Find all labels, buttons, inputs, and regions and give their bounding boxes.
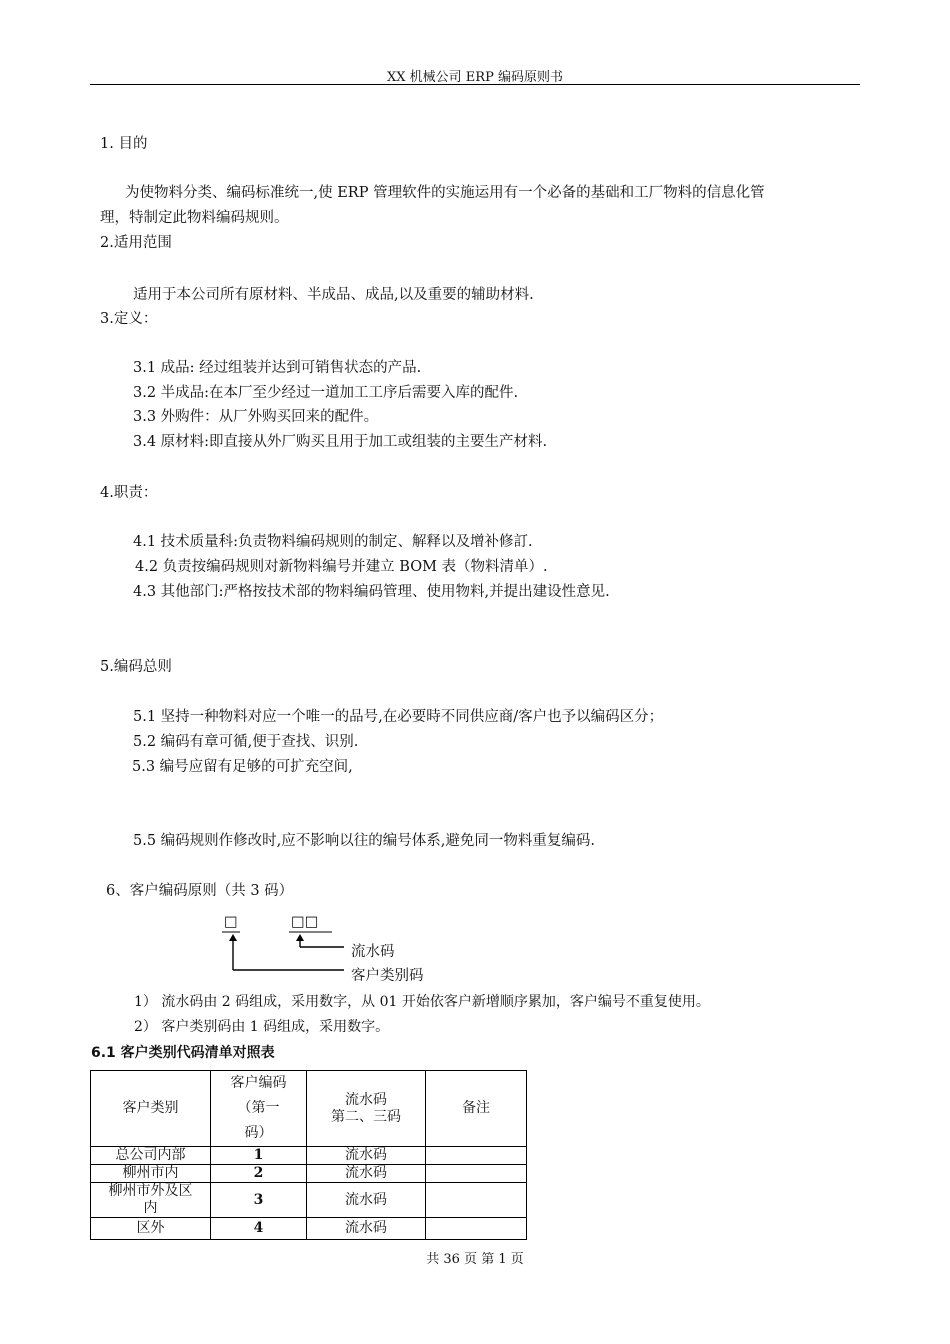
table-row — [91, 1218, 527, 1240]
customer-category-table — [90, 1070, 527, 1240]
header-serial — [307, 1071, 426, 1147]
cell-remark — [426, 1165, 527, 1183]
cell-category: 区外 — [91, 1218, 211, 1240]
principle-item: 5.3 编号应留有足够的可扩充空间, — [132, 759, 353, 775]
label-serial-code: 流水码 — [351, 944, 395, 960]
section-3-title: 3.定义： — [100, 311, 158, 327]
section-1-title: 1. 目的 — [100, 136, 148, 152]
cell-code: 2 — [211, 1165, 307, 1183]
cell-serial: 流水码 — [307, 1147, 426, 1165]
page-footer: 共 36 页 第 1 页 — [426, 1252, 524, 1267]
header-serial-line: 第二、三码 — [331, 1108, 401, 1125]
cell-remark — [426, 1183, 527, 1218]
header-category: 客户类别 — [91, 1071, 211, 1147]
cell-category: 柳州市内 — [91, 1165, 211, 1183]
rule-note: 1） 流水码由 2 码组成，采用数字，从 01 开始依客户新增顺序累加，客户编号不重复使用。 — [134, 994, 710, 1010]
cell-category — [91, 1183, 211, 1218]
cell-remark — [426, 1218, 527, 1240]
section-6-title: 6、客户编码原则（共 3 码） — [106, 883, 294, 899]
table-header-row — [91, 1071, 527, 1147]
responsibility-item: 4.1 技术质量科:负责物料编码规则的制定、解释以及增补修訂. — [133, 534, 533, 550]
cell-category: 总公司内部 — [91, 1147, 211, 1165]
section-2-body: 适用于本公司所有原材料、半成品、成品,以及重要的辅助材料. — [133, 287, 534, 303]
table-row — [91, 1165, 527, 1183]
section-2-title: 2.适用范围 — [100, 235, 172, 251]
header-code-line: 码） — [244, 1125, 273, 1141]
header-code — [211, 1071, 307, 1147]
section-4-title: 4.职责： — [100, 485, 158, 501]
table-row — [91, 1183, 527, 1218]
responsibility-item: 4.3 其他部门:严格按技术部的物料编码管理、使用物料,并提出建设性意见. — [133, 584, 610, 600]
cell-serial: 流水码 — [307, 1218, 426, 1240]
code-box-serial: □□ — [291, 914, 319, 930]
responsibility-item: 4.2 负责按编码规则对新物料编号并建立 BOM 表（物料清单）. — [135, 559, 548, 575]
cell-serial: 流水码 — [307, 1165, 426, 1183]
section-1-body-line1: 为使物料分类、编码标准统一,使 ERP 管理软件的实施运用有一个必备的基础和工厂物料的信息化管 — [125, 185, 765, 201]
header-code-line: （第一 — [237, 1100, 280, 1116]
code-box-category: □ — [224, 914, 238, 930]
principle-item: 5.1 坚持一种物料对应一个唯一的品号,在必要時不同供应商/客户也予以编码区分； — [133, 709, 664, 725]
principle-item: 5.5 编码规则作修改时,应不影响以往的编号体系,避免同一物料重复编码. — [133, 833, 595, 849]
definition-item: 3.2 半成品:在本厂至少经过一道加工工序后需要入库的配件. — [133, 385, 519, 401]
header-remark: 备注 — [426, 1071, 527, 1147]
rule-note: 2） 客户类别码由 1 码组成，采用数字。 — [134, 1019, 390, 1035]
header-serial-line: 流水码 — [345, 1091, 387, 1108]
table-row — [91, 1147, 527, 1165]
cell-serial: 流水码 — [307, 1183, 426, 1218]
cell-code: 4 — [211, 1218, 307, 1240]
cell-code: 3 — [211, 1183, 307, 1218]
definition-item: 3.4 原材料:即直接从外厂购买且用于加工或组装的主要生产材料. — [133, 434, 548, 450]
cell-category-line: 内 — [143, 1200, 158, 1216]
definition-item: 3.3 外购件：从厂外购买回来的配件。 — [133, 409, 379, 425]
cell-code: 1 — [211, 1147, 307, 1165]
principle-item: 5.2 编码有章可循,便于查找、识别. — [133, 734, 359, 750]
cell-remark — [426, 1147, 527, 1165]
section-5-title: 5.编码总则 — [100, 659, 172, 675]
definition-item: 3.1 成品: 经过组装并达到可销售状态的产品. — [133, 360, 422, 376]
section-6-1-title: 6.1 客户类别代码清单对照表 — [91, 1045, 275, 1061]
section-1-body-line2: 理，特制定此物料编码规则。 — [100, 210, 289, 226]
header-code-line: 客户编码 — [230, 1075, 287, 1091]
label-category-code: 客户类别码 — [351, 968, 424, 984]
page-header: XX 机械公司 ERP 编码原则书 — [387, 70, 563, 85]
cell-category-line: 柳州市外及区 — [108, 1183, 193, 1199]
